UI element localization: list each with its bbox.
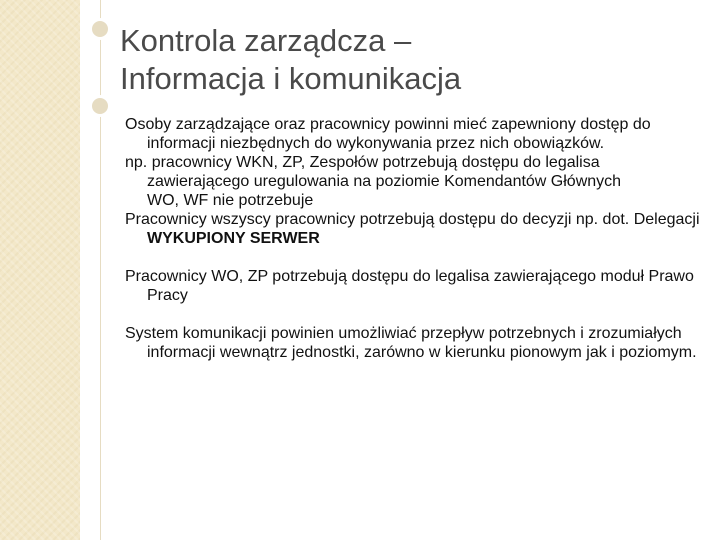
slide-title — [120, 22, 700, 98]
paragraph-communication-system: System komunikacji powinien umożliwiać przepływ potrzebnych i zrozumiałych informacji wewnątrz jednostki, zarówno w kierunku pionowym jak i poziomym. — [125, 325, 697, 361]
paragraph-example-legalis: np. pracownicy WKN, ZP, Zespołów potrzebują dostępu do legalisa zawierającego uregulowania na poziomie Komendantów Głównych — [125, 154, 622, 190]
paragraph-delegations-text: Pracownicy wszyscy pracownicy potrzebują dostępu do decyzji np. dot. Delegacji — [125, 211, 700, 228]
slide-body — [125, 115, 705, 362]
paragraph-delegations-bold: WYKUPIONY SERWER — [147, 230, 320, 247]
slide-title-line-2: Informacja i komunikacja — [120, 61, 462, 96]
paragraph-delegations — [125, 210, 705, 248]
slide-title-line-1: Kontrola zarządcza – — [120, 23, 412, 58]
decorative-dot-middle — [89, 95, 111, 117]
spacer — [125, 305, 705, 324]
spacer — [125, 248, 705, 267]
paragraph-labor-law-module: Pracownicy WO, ZP potrzebują dostępu do legalisa zawierającego moduł Prawo Pracy — [125, 268, 694, 304]
decorative-dot-top — [89, 18, 111, 40]
paragraph-wo-wf: WO, WF nie potrzebuje — [147, 192, 314, 209]
decorative-side-band — [0, 0, 80, 540]
paragraph-access-to-information: Osoby zarządzające oraz pracownicy powinni mieć zapewniony dostęp do informacji niezbędnych do wykonywania przez nich obowiązków. — [125, 116, 651, 152]
decorative-side-line — [100, 0, 101, 540]
